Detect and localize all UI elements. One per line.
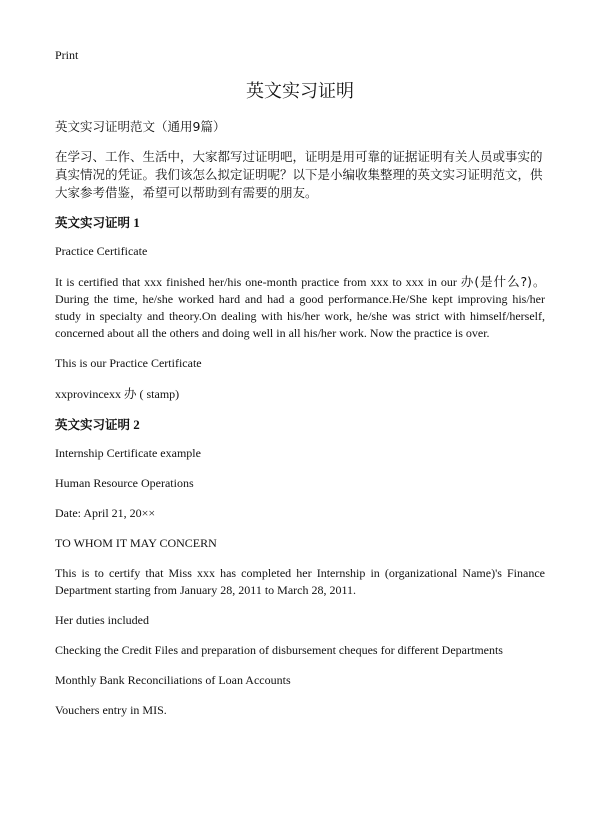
stamp-prefix: xxprovincexx: [55, 387, 124, 401]
section-1-paragraph: [55, 273, 545, 342]
section-1-stamp-line: [55, 385, 545, 403]
section-2-heading: [55, 416, 545, 434]
section-2-line: TO WHOM IT MAY CONCERN: [55, 536, 217, 550]
section-1-paragraph-cn: 办(是什么?): [460, 274, 533, 289]
section-2-heading-text: 英文实习证明: [55, 417, 131, 432]
document-body: [55, 118, 545, 732]
section-2-line: Checking the Credit Files and preparation of disbursement cheques for different Departments: [55, 643, 503, 657]
section-2-line: Human Resource Operations: [55, 476, 194, 490]
section-2-heading-number: 2: [130, 417, 140, 432]
section-2-line: Her duties included: [55, 613, 149, 627]
section-2-line: Internship Certificate example: [55, 446, 201, 460]
section-2-line: Vouchers entry in MIS.: [55, 703, 167, 717]
stamp-cn: 办: [123, 386, 137, 401]
section-2-line: Monthly Bank Reconciliations of Loan Accounts: [55, 673, 291, 687]
section-1-heading: [55, 214, 545, 232]
section-1-closing: This is our Practice Certificate: [55, 356, 202, 370]
section-1-paragraph-part2: 。During the time, he/she worked hard and had a good performance.He/She kept improving his/her study in specialty and theory.On dealing with his/her work, he/she was strict with himself/herself, concerned about all the others and doing well in all his/her work. Now the practice is over.: [55, 275, 545, 340]
page-title: 英文实习证明: [246, 81, 354, 102]
stamp-suffix: ( stamp): [136, 387, 180, 401]
document-subtitle: 英文实习证明范文（通用9篇）: [55, 119, 226, 134]
section-1-heading-number: 1: [130, 215, 140, 230]
section-1-label: Practice Certificate: [55, 244, 148, 258]
section-2-line: This is to certify that Miss xxx has completed her Internship in (organizational Name)'s Finance Department starting from January 28, 2011 to March 28, 2011.: [55, 566, 545, 597]
section-2-line: Date: April 21, 20××: [55, 506, 156, 520]
section-1-heading-text: 英文实习证明: [55, 215, 131, 230]
intro-paragraph: 在学习、工作、生活中，大家都写过证明吧，证明是用可靠的证据证明有关人员或事实的真实情况的凭证。我们该怎么拟定证明呢？以下是小编收集整理的英文实习证明范文，供大家参考借鉴，希望可以帮助到有需要的朋友。: [55, 149, 543, 200]
print-link[interactable]: Print: [55, 48, 79, 62]
section-1-paragraph-part1: It is certified that xxx finished her/his one-month practice from xxx to xxx in our: [55, 275, 461, 289]
